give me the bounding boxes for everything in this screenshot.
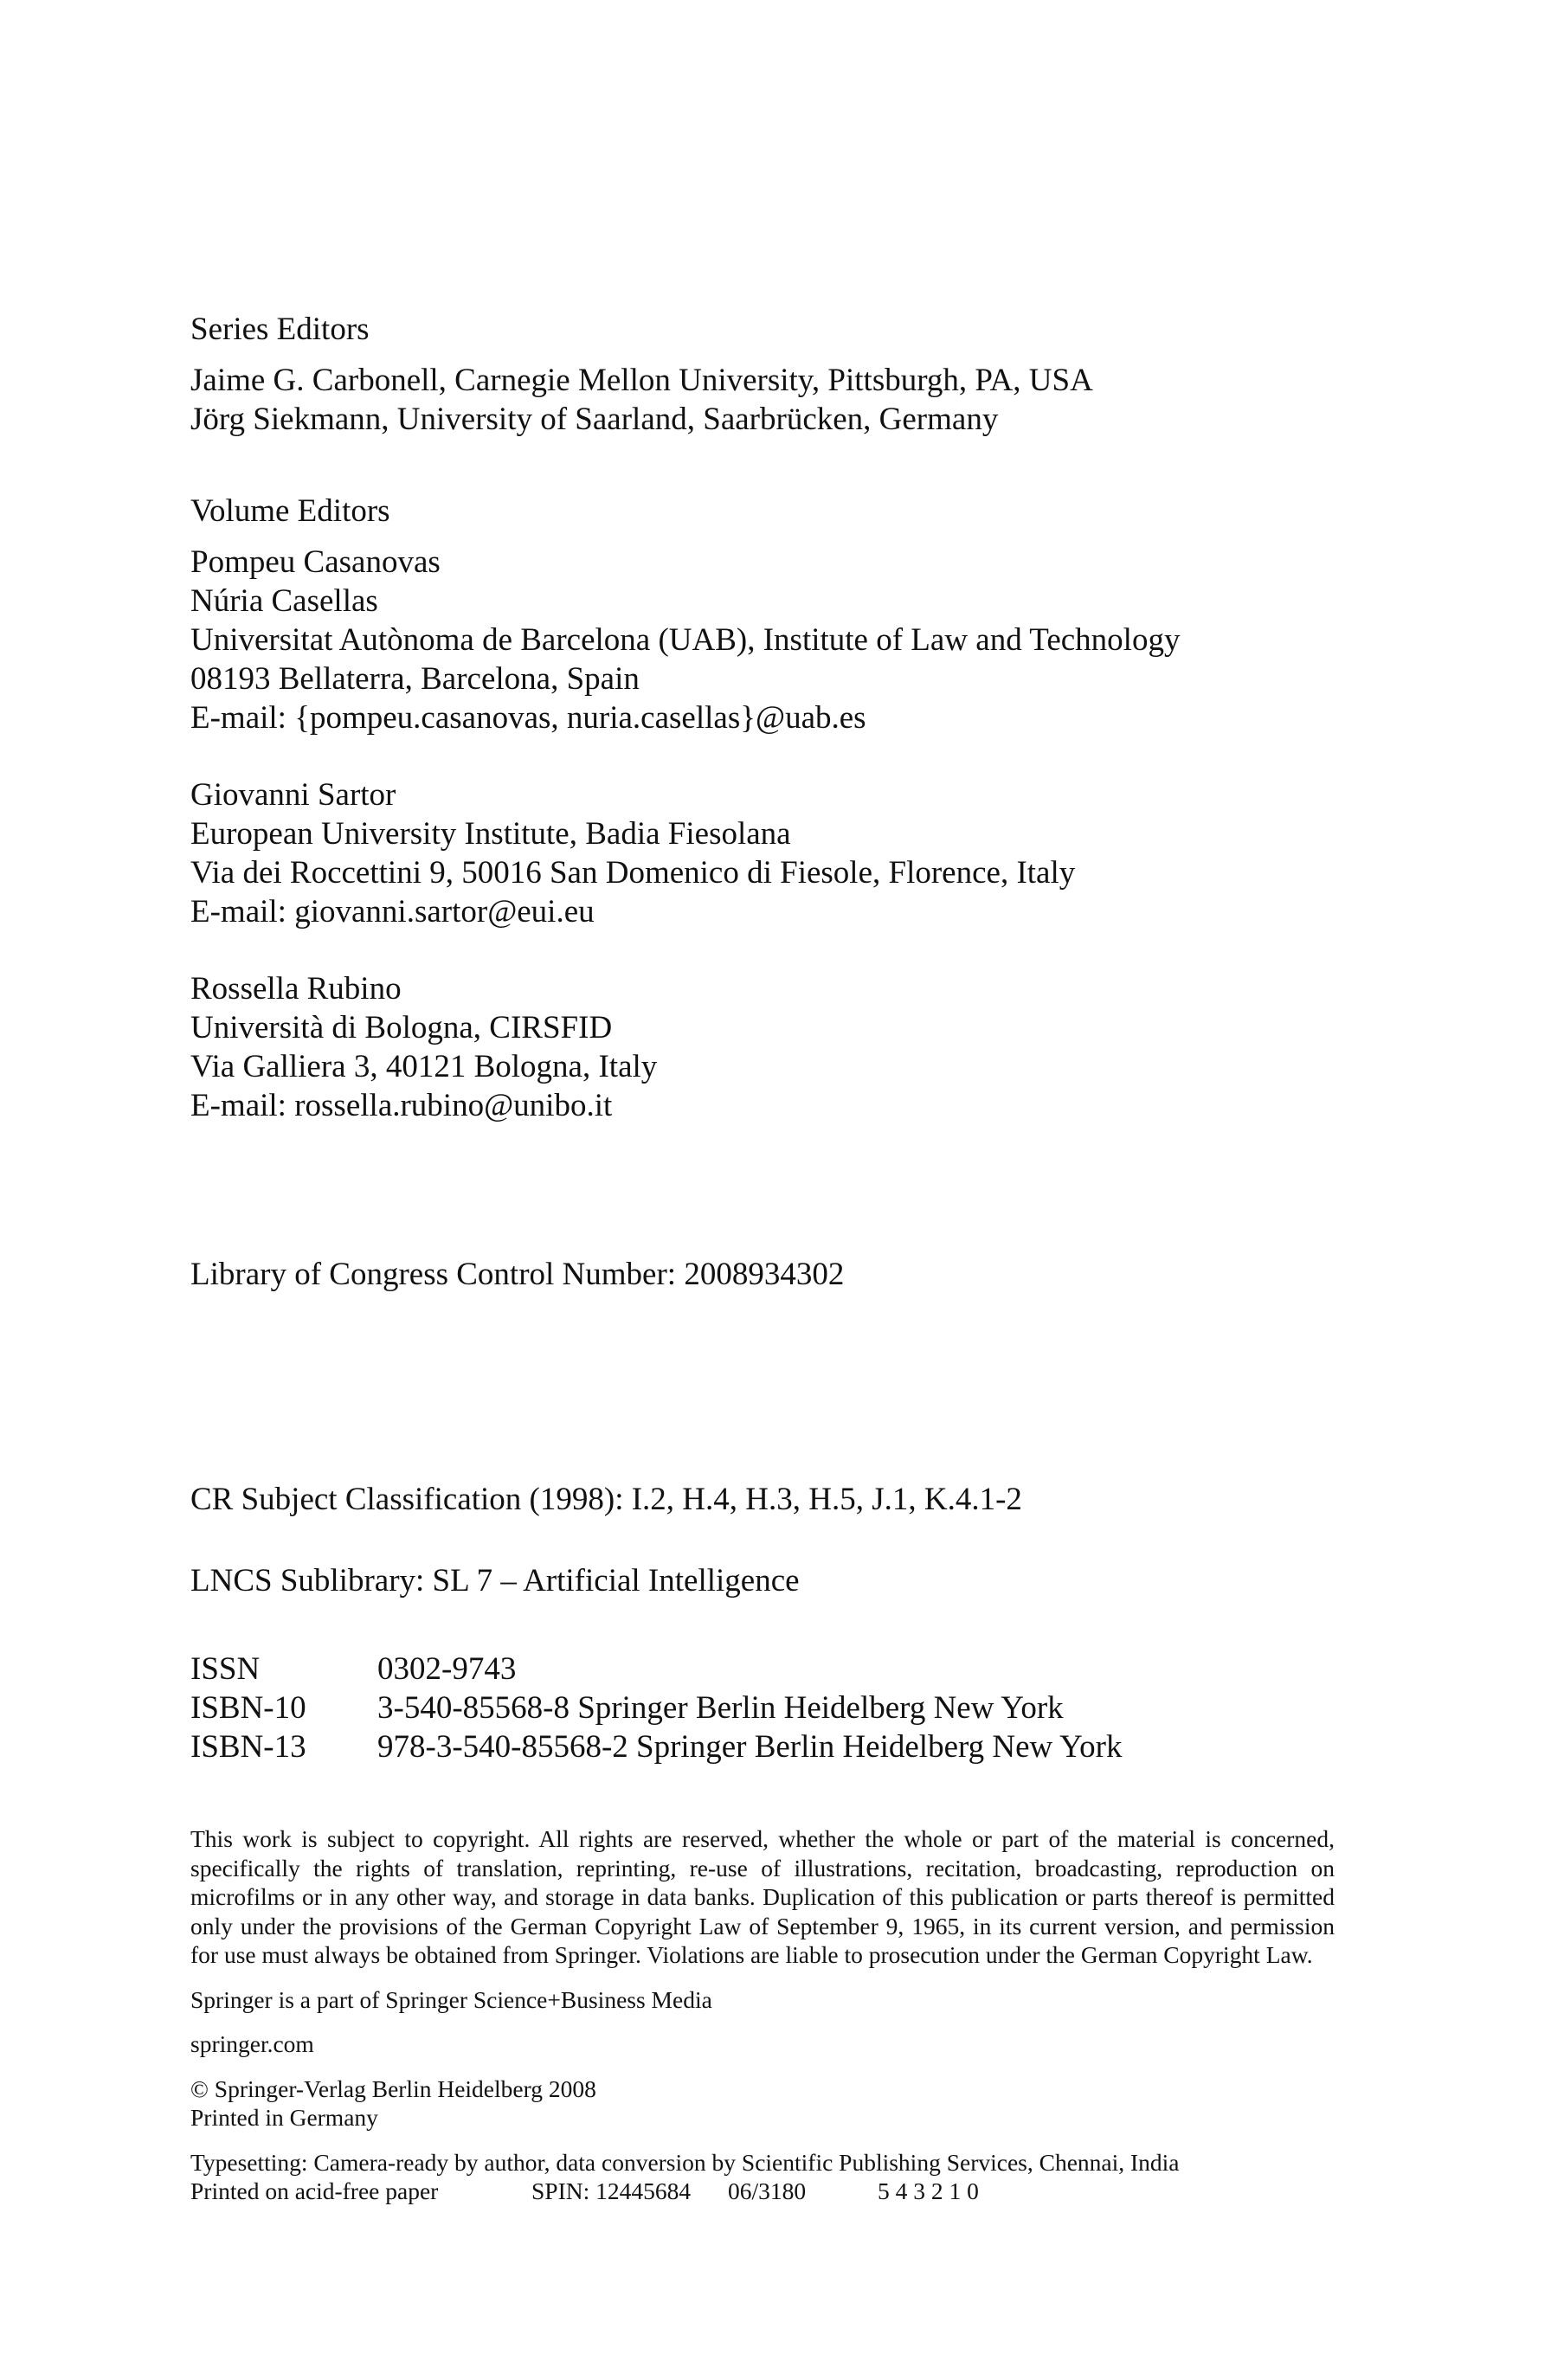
library-of-congress-section bbox=[190, 1255, 844, 1294]
typesetting-credit: Typesetting: Camera-ready by author, data conversion by Scientific Publishing Services, Chennai, India bbox=[190, 2148, 1180, 2176]
identifiers-section bbox=[190, 1650, 1122, 1766]
editor-name: Pompeu Casanovas bbox=[190, 544, 441, 580]
identifier-label: ISBN-13 bbox=[190, 1729, 306, 1765]
cr-subject-classification: CR Subject Classification (1998): I.2, H.4, H.3, H.5, J.1, K.4.1-2 bbox=[190, 1482, 1022, 1517]
editor-group-casanovas-casellas bbox=[190, 543, 1180, 737]
editor-affiliation: Universitat Autònoma de Barcelona (UAB), Institute of Law and Technology bbox=[190, 622, 1181, 658]
spin-number: SPIN: 12445684 bbox=[531, 2177, 692, 2204]
editor-group-sartor bbox=[190, 775, 1180, 931]
editor-group-rubino bbox=[190, 969, 1180, 1125]
identifier-value: 978-3-540-85568-2 Springer Berlin Heidelberg New York bbox=[377, 1729, 1123, 1765]
identifiers-table bbox=[190, 1650, 1122, 1766]
series-editors-heading: Series Editors bbox=[190, 312, 370, 347]
springer-part-of: Springer is a part of Springer Science+Business Media bbox=[190, 1985, 712, 2013]
print-info-row bbox=[190, 2177, 1335, 2206]
series-editor-1: Jaime G. Carbonell, Carnegie Mellon University, Pittsburgh, PA, USA bbox=[190, 363, 1093, 398]
editor-name: Giovanni Sartor bbox=[190, 777, 396, 813]
editor-affiliation: Università di Bologna, CIRSFID bbox=[190, 1010, 613, 1045]
volume-editors-heading: Volume Editors bbox=[190, 493, 390, 529]
lncs-sublibrary: LNCS Sublibrary: SL 7 – Artificial Intelligence bbox=[190, 1563, 800, 1598]
editor-email: E-mail: {pompeu.casanovas, nuria.casellas}@uab.es bbox=[190, 700, 866, 736]
series-editor-2: Jörg Siekmann, University of Saarland, Saarbrücken, Germany bbox=[190, 402, 999, 437]
library-of-congress-number: Library of Congress Control Number: 2008934302 bbox=[190, 1257, 845, 1292]
website-link[interactable]: springer.com bbox=[190, 2030, 314, 2057]
copyright-notice: This work is subject to copyright. All rights are reserved, whether the whole or part of the material is concerned, specifically the rights of translation, reprinting, re-use of illustrations, recitation, broadcasting, reproduction on microfilms or in any other way, and storage in data banks. Duplication of this publication or parts thereof is permitted only under the provisions of the German Copyright Law of September 9, 1965, in its current version, and permission for use must always be obtained from Springer. Violations are liable to prosecution under the German Copyright Law. bbox=[190, 1825, 1335, 1968]
acid-free-paper: Printed on acid-free paper bbox=[190, 2177, 439, 2204]
editor-name: Rossella Rubino bbox=[190, 971, 402, 1007]
printed-in: Printed in Germany bbox=[190, 2104, 378, 2131]
editor-address: Via dei Roccettini 9, 50016 San Domenico di Fiesole, Florence, Italy bbox=[190, 855, 1076, 891]
identifier-value: 3-540-85568-8 Springer Berlin Heidelberg New York bbox=[377, 1690, 1064, 1726]
editor-email: E-mail: rossella.rubino@unibo.it bbox=[190, 1088, 613, 1123]
identifier-row bbox=[190, 1650, 1122, 1689]
editor-address: 08193 Bellaterra, Barcelona, Spain bbox=[190, 661, 640, 697]
lncs-sublibrary-section bbox=[190, 1561, 800, 1600]
copyright-line: © Springer-Verlag Berlin Heidelberg 2008 bbox=[190, 2074, 596, 2102]
volume-editors-section bbox=[190, 492, 1180, 1125]
identifier-value: 0302-9743 bbox=[377, 1651, 517, 1687]
series-editors-section bbox=[190, 310, 1093, 439]
identifier-row bbox=[190, 1689, 1122, 1727]
identifier-label: ISSN bbox=[190, 1651, 261, 1687]
print-run: 5 4 3 2 1 0 bbox=[878, 2177, 979, 2204]
editor-affiliation: European University Institute, Badia Fiesolana bbox=[190, 816, 791, 852]
editor-name: Núria Casellas bbox=[190, 583, 378, 619]
legal-section bbox=[190, 1824, 1335, 2206]
identifier-label: ISBN-10 bbox=[190, 1690, 306, 1726]
print-code: 06/3180 bbox=[728, 2177, 807, 2204]
editor-address: Via Galliera 3, 40121 Bologna, Italy bbox=[190, 1049, 658, 1084]
cr-classification-section bbox=[190, 1480, 1022, 1519]
identifier-row bbox=[190, 1727, 1122, 1766]
editor-email: E-mail: giovanni.sartor@eui.eu bbox=[190, 894, 595, 929]
